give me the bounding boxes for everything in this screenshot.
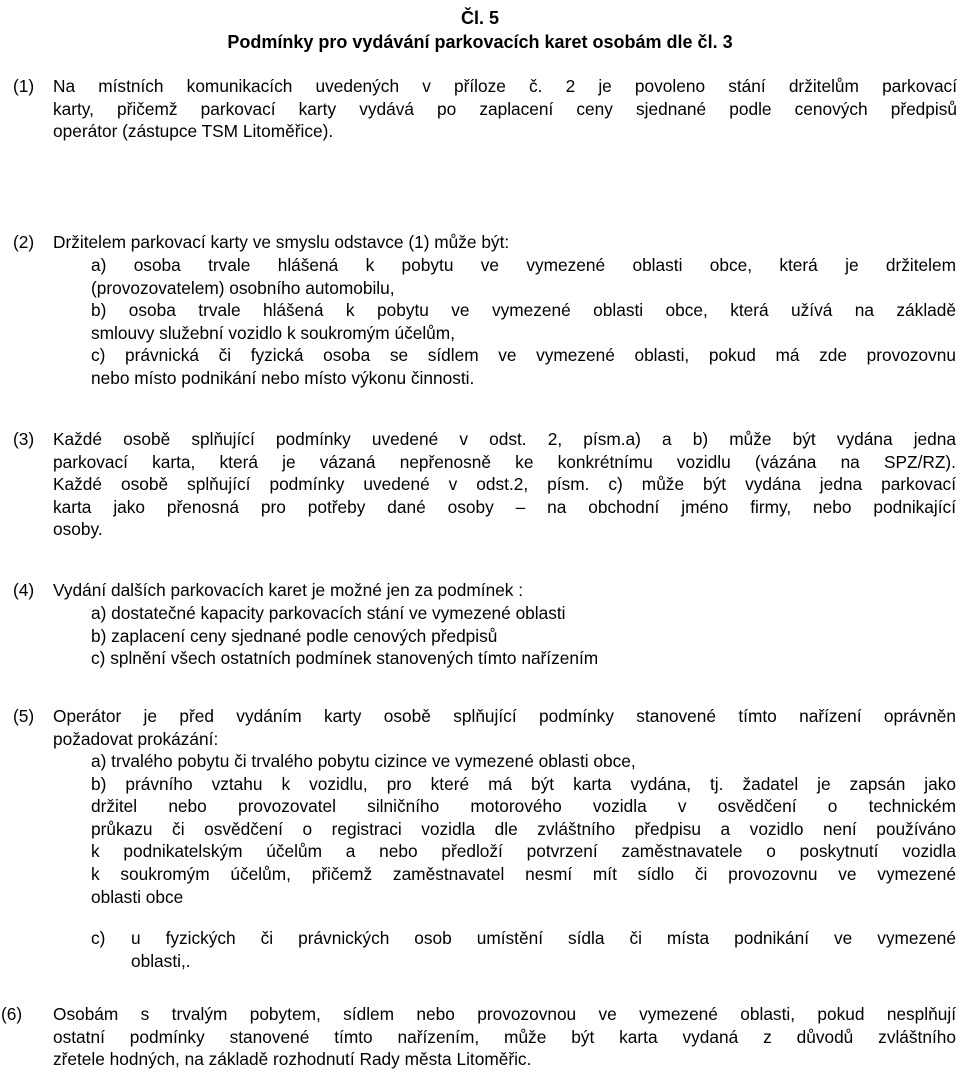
list-item: b) zaplacení ceny sjednané podle cenových předpisů (91, 625, 498, 646)
list-item-a-cont: (provozovatelem) osobního automobilu, (91, 277, 395, 298)
list-item: c) splnění všech ostatních podmínek stanovených tímto nařízením (91, 648, 599, 669)
paragraph-line: Každé osobě splňující podmínky uvedené v odst. 2, písm.a) a b) může být vydána jedna (53, 429, 956, 449)
list-item-b-cont: oblasti obce (91, 886, 184, 907)
paragraph-line: Na místních komunikacích uvedených v příloze č. 2 je povoleno stání držitelům parkovací (53, 76, 957, 96)
list-item-b: b) právního vztahu k vozidlu, pro které má být karta vydána, tj. žadatel je zapsán jako (91, 773, 956, 794)
paragraph-line: osoby. (53, 519, 103, 540)
paragraph-line: parkovací karta, která je vázaná nepřenosně ke konkrétnímu vozidlu (vázána na SPZ/RZ). (53, 451, 956, 472)
paragraph-number: (5) (13, 706, 35, 726)
paragraph-line: operátor (zástupce TSM Litoměřice). (53, 121, 334, 142)
paragraph-line: Osobám s trvalým pobytem, sídlem nebo provozovnou ve vymezené oblasti, pokud nesplňují (53, 1004, 956, 1024)
list-item-b: b) osoba trvale hlášená k pobytu ve vymezené oblasti obce, která užívá na základě (91, 300, 956, 321)
list-item-a: a) trvalého pobytu či trvalého pobytu cizince ve vymezené oblasti obce, (91, 751, 636, 771)
paragraph-line: Každé osobě splňující podmínky uvedené v odst.2, písm. c) může být vydána jedna parkovací (53, 474, 956, 495)
paragraph-number: (1) (13, 76, 35, 96)
list-item-c-label: c) (91, 928, 106, 948)
list-item-a: a) osoba trvale hlášená k pobytu ve vymezené oblasti obce, která je držitelem (91, 255, 956, 275)
paragraph-intro: Vydání dalších parkovacích karet je možné jen za podmínek : (53, 580, 524, 600)
list-item-c: u fyzických či právnických osob umístění sídla či místa podnikání ve vymezené (131, 928, 956, 948)
paragraph-line: karty, přičemž parkovací karty vydává po zaplacení ceny sjednané podle cenových předpisů (53, 98, 957, 119)
paragraph-line: karta jako přenosná pro potřeby dané osoby – na obchodní jméno firmy, nebo podnikající (53, 496, 956, 517)
paragraph-line: požadovat prokázání: (53, 728, 219, 749)
list-item-b-cont: smlouvy služební vozidlo k soukromým účelům, (91, 322, 455, 343)
article-title: Podmínky pro vydávání parkovacích karet osobám dle čl. 3 (227, 32, 733, 52)
paragraph-intro: Držitelem parkovací karty ve smyslu odstavce (1) může být: (53, 232, 510, 252)
list-item-b-cont: k podnikatelským účelům a nebo předloží potvrzení zaměstnavatele o poskytnutí vozidla (91, 841, 956, 862)
list-item-c-cont: oblasti,. (131, 950, 191, 971)
paragraph-number: (6) (1, 1004, 23, 1024)
paragraph-line: zřetele hodných, na základě rozhodnutí Rady města Litoměřic. (53, 1049, 532, 1070)
paragraph-line: ostatní podmínky stanovené tímto nařízením, může být karta vydaná z důvodů zvláštního (53, 1026, 956, 1047)
paragraph-line: Operátor je před vydáním karty osobě splňující podmínky stanovené tímto nařízení oprávněn (53, 706, 956, 726)
list-item-b-cont: držitel nebo provozovatel silničního motorového vozidla v osvědčení o technickém (91, 796, 956, 817)
paragraph-number: (2) (13, 232, 35, 252)
list-item-b-cont: průkazu či osvědčení o registraci vozidla dle zvláštního předpisu a vozidlo není používáno (91, 818, 956, 839)
list-item-c-cont: nebo místo podnikání nebo místo výkonu činnosti. (91, 367, 475, 388)
paragraph-number: (4) (13, 580, 35, 600)
list-item: a) dostatečné kapacity parkovacích stání ve vymezené oblasti (91, 603, 566, 623)
article-number: Čl. 5 (460, 8, 499, 28)
list-item-c: c) právnická či fyzická osoba se sídlem ve vymezené oblasti, pokud má zde provozovnu (91, 345, 956, 366)
list-item-b-cont: k soukromým účelům, přičemž zaměstnavatel nesmí mít sídlo či provozovnu ve vymezené (91, 863, 956, 884)
paragraph-number: (3) (13, 429, 35, 449)
